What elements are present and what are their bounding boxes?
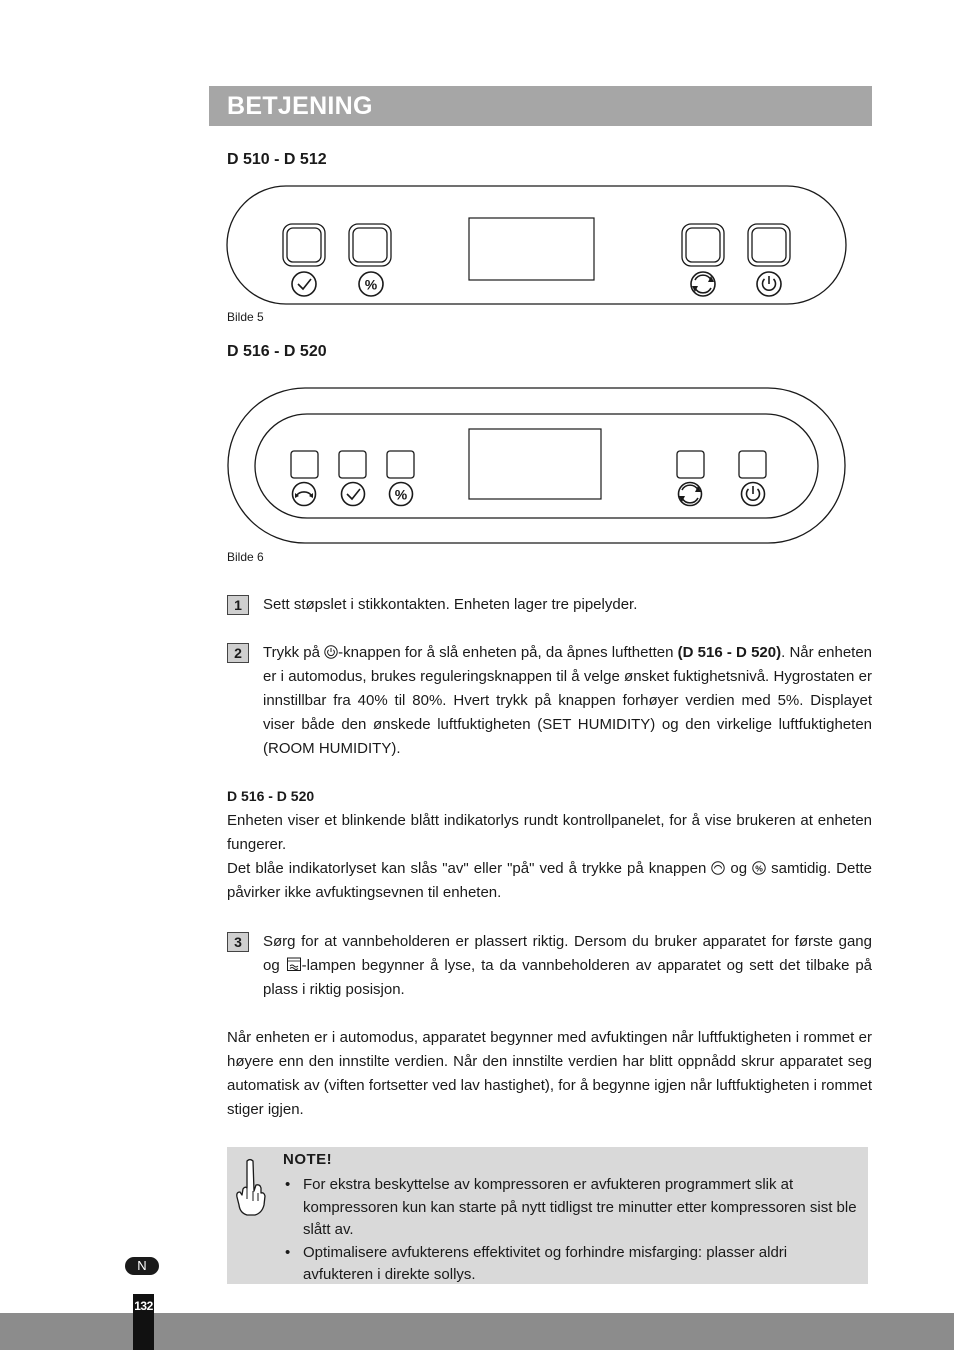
step-number: 2: [227, 643, 249, 663]
timer-button[interactable]: [339, 451, 366, 478]
figure1-caption: Bilde 5: [227, 310, 264, 324]
language-badge: N: [125, 1257, 159, 1275]
timer-button[interactable]: [283, 224, 325, 266]
cycle-icon: [679, 483, 702, 506]
step-2-text: Trykk på -knappen for å slå enheten på, da åpnes lufthetten (D 516 - D 520). Når enheten er i automodus, brukes reguleringsknappen til å velge ønsket fuktighetsnivå. Hygrostaten er innstillbar fra 40% til 80%. Hvert trykk på knappen forhøyer verdien med 5%. Displayet viser både den ønskede luftfuktigheten (SET HUMIDITY) og den virkelige luftfuktigheten (ROOM HUMIDITY).: [263, 644, 873, 757]
mode-button[interactable]: [677, 451, 704, 478]
power-icon: [742, 483, 765, 506]
timer-icon: [292, 272, 316, 296]
power-icon: [757, 272, 781, 296]
note-item: • Optimalisere avfukterens effektivitet og forhindre misfarging: plasser aldri avfukteren i direkte sollys.: [283, 1242, 858, 1287]
display-screen: [469, 218, 594, 280]
mode-button[interactable]: [682, 224, 724, 266]
figure2-model-label: D 516 - D 520: [227, 343, 327, 360]
power-button[interactable]: [748, 224, 790, 266]
indicator-paragraph: Enheten viser et blinkende blått indikatorlys rundt kontrollpanelet, for å vise brukeren at enheten fungerer. Det blåe indikatorlyset kan slås "av" eller "på" ved å trykke på knappen og % samtidig. Dette påvirker ikke avfuktingsevnen til enheten.: [227, 812, 872, 901]
note-box: [227, 1147, 868, 1284]
figure1-model-label: D 510 - D 512: [227, 151, 327, 168]
power-icon: [324, 645, 338, 659]
pointing-hand-icon: [233, 1157, 267, 1219]
display-screen: [469, 429, 601, 499]
figure2-caption: Bilde 6: [227, 550, 264, 564]
light-button[interactable]: [291, 451, 318, 478]
svg-text:%: %: [364, 276, 378, 293]
page-title: BETJENING: [209, 86, 872, 126]
step-number: 3: [227, 932, 249, 952]
step-number: 1: [227, 595, 249, 615]
swing-icon: [293, 483, 316, 506]
step-3-text: Sørg for at vannbeholderen er plassert riktig. Dersom du bruker apparatet for første gang og -lampen begynner å lyse, ta da vannbeholderen av apparatet og sett det tilbake på plass i riktig posisjon.: [263, 933, 872, 998]
svg-text:%: %: [394, 486, 408, 503]
timer-icon: [342, 483, 365, 506]
humidity-button[interactable]: [387, 451, 414, 478]
cycle-icon: [691, 272, 715, 296]
swing-icon: [711, 861, 725, 875]
percent-icon: [752, 861, 766, 875]
svg-text:%: %: [755, 863, 763, 874]
water-tank-icon: [286, 956, 302, 972]
step-1-text: Sett støpslet i stikkontakten. Enheten lager tre pipelyder.: [263, 596, 638, 613]
control-panel-d510: [226, 185, 848, 307]
note-title: NOTE!: [283, 1151, 333, 1168]
note-list: [283, 1174, 858, 1287]
page-number: 132: [133, 1294, 154, 1350]
percent-icon: [359, 272, 383, 296]
percent-icon: [390, 483, 413, 506]
humidity-button[interactable]: [349, 224, 391, 266]
power-button[interactable]: [739, 451, 766, 478]
section-heading: D 516 - D 520: [227, 788, 315, 804]
note-item: • For ekstra beskyttelse av kompressoren er avfukteren programmert slik at kompressoren kun kan starte på nytt tidligst tre minutter etter kompressoren sist ble slått av.: [283, 1174, 858, 1242]
control-panel-d516: [227, 387, 847, 545]
auto-mode-paragraph: Når enheten er i automodus, apparatet begynner med avfuktingen når luftfuktigheten i rommet er høyere enn den innstilte verdien. Når den innstilte verdien har blitt oppnådd skrur apparatet seg automatisk av (viften fortsetter ved lav hastighet), for å begynne igjen når luftfuktigheten i rommet stiger igjen.: [227, 1029, 872, 1118]
